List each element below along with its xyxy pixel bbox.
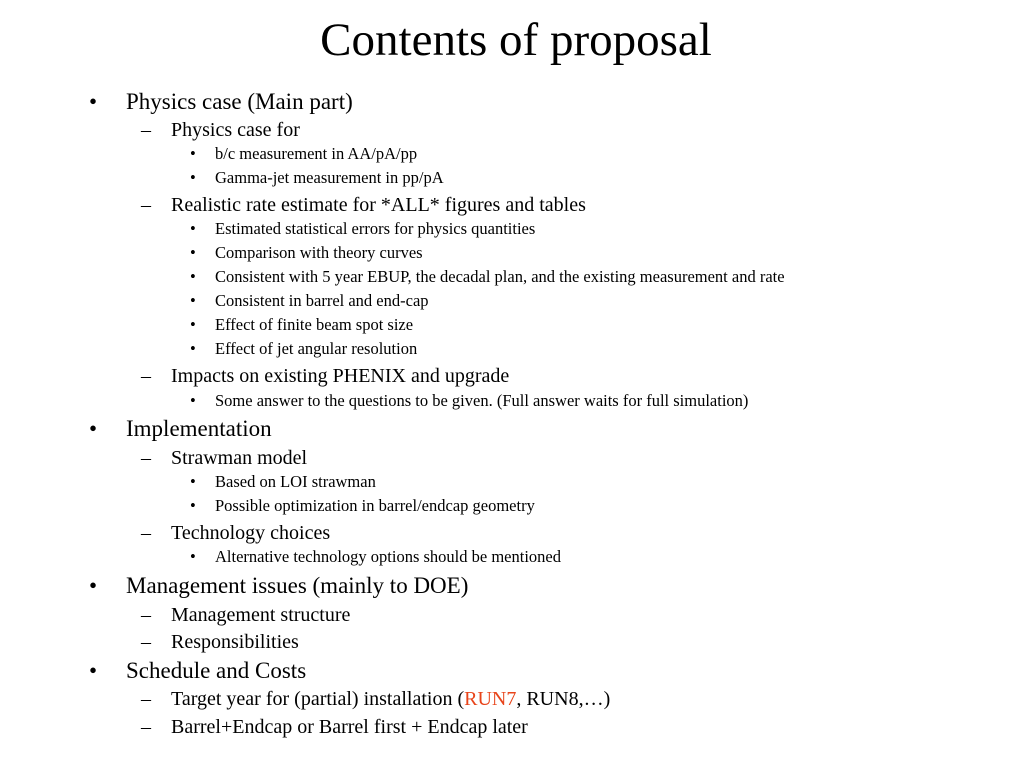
item-text: Comparison with theory curves [215, 243, 423, 262]
item-text: Effect of finite beam spot size [215, 315, 414, 334]
bullet-marker: • [190, 219, 196, 238]
subitem-label: Technology choices [171, 522, 331, 544]
list-item [190, 290, 429, 312]
list-item [190, 314, 414, 336]
slide-title: Contents of proposal [320, 14, 712, 66]
section-management-issues [89, 572, 469, 600]
section-label: Management issues (mainly to DOE) [126, 573, 469, 598]
list-item [190, 546, 561, 568]
list-item [190, 338, 418, 360]
bullet-marker: • [89, 89, 98, 114]
subitem-label-suffix: , RUN8,…) [516, 688, 611, 710]
dash-marker: – [141, 365, 151, 387]
list-item [190, 218, 536, 240]
bullet-marker: • [89, 573, 98, 598]
bullet-marker: • [190, 472, 196, 491]
item-text: Consistent with 5 year EBUP, the decadal plan, and the existing measurement and rate [215, 267, 785, 286]
subitem-management-structure [141, 602, 351, 628]
bullet-marker: • [89, 658, 98, 683]
dash-marker: – [141, 688, 151, 710]
bullet-marker: • [89, 416, 98, 441]
subitem-label: Responsibilities [171, 631, 299, 653]
list-item [190, 390, 749, 412]
list-item [190, 143, 418, 165]
subitem-physics-case-for [141, 117, 300, 143]
subitem-label: Impacts on existing PHENIX and upgrade [171, 365, 510, 387]
item-text: Estimated statistical errors for physics quantities [215, 219, 536, 238]
bullet-marker: • [190, 291, 196, 310]
section-label: Physics case (Main part) [126, 89, 353, 114]
subitem-label: Strawman model [171, 447, 308, 469]
dash-marker: – [141, 522, 151, 544]
item-text: Based on LOI strawman [215, 472, 376, 491]
dash-marker: – [141, 631, 151, 653]
subitem-label: Realistic rate estimate for *ALL* figures and tables [171, 194, 586, 216]
item-text: Possible optimization in barrel/endcap geometry [215, 496, 535, 515]
run7-highlight: RUN7 [464, 688, 517, 710]
list-item [190, 167, 444, 189]
bullet-marker: • [190, 547, 196, 566]
bullet-marker: • [190, 267, 196, 286]
subitem-label-prefix: Target year for (partial) installation ( [171, 688, 465, 710]
item-text: Some answer to the questions to be given. (Full answer waits for full simulation) [215, 391, 749, 410]
list-item [190, 266, 785, 288]
section-label: Schedule and Costs [126, 658, 307, 683]
section-label: Implementation [126, 416, 272, 441]
list-item [190, 471, 376, 493]
bullet-marker: • [190, 315, 196, 334]
bullet-marker: • [190, 144, 196, 163]
subitem-rate-estimate [141, 192, 586, 218]
bullet-marker: • [190, 339, 196, 358]
subitem-technology-choices [141, 520, 331, 546]
section-implementation [89, 415, 272, 443]
subitem-label: Physics case for [171, 119, 300, 141]
subitem-strawman-model [141, 445, 308, 471]
dash-marker: – [141, 716, 151, 738]
bullet-marker: • [190, 243, 196, 262]
item-text: Effect of jet angular resolution [215, 339, 418, 358]
dash-marker: – [141, 604, 151, 626]
subitem-label: Management structure [171, 604, 351, 626]
subitem-label: Barrel+Endcap or Barrel first + Endcap later [171, 716, 528, 738]
subitem-barrel-endcap [141, 714, 528, 740]
item-text: Consistent in barrel and end-cap [215, 291, 429, 310]
item-text: b/c measurement in AA/pA/pp [215, 144, 418, 163]
dash-marker: – [141, 447, 151, 469]
subitem-responsibilities [141, 629, 299, 655]
bullet-marker: • [190, 168, 196, 187]
item-text: Alternative technology options should be mentioned [215, 547, 561, 566]
bullet-marker: • [190, 496, 196, 515]
section-schedule-and-costs [89, 657, 307, 685]
dash-marker: – [141, 119, 151, 141]
list-item [190, 495, 535, 517]
item-text: Gamma-jet measurement in pp/pA [215, 168, 444, 187]
list-item [190, 242, 423, 264]
dash-marker: – [141, 194, 151, 216]
section-physics-case [89, 88, 353, 116]
subitem-target-year [141, 686, 611, 712]
bullet-marker: • [190, 391, 196, 410]
subitem-impacts [141, 363, 510, 389]
